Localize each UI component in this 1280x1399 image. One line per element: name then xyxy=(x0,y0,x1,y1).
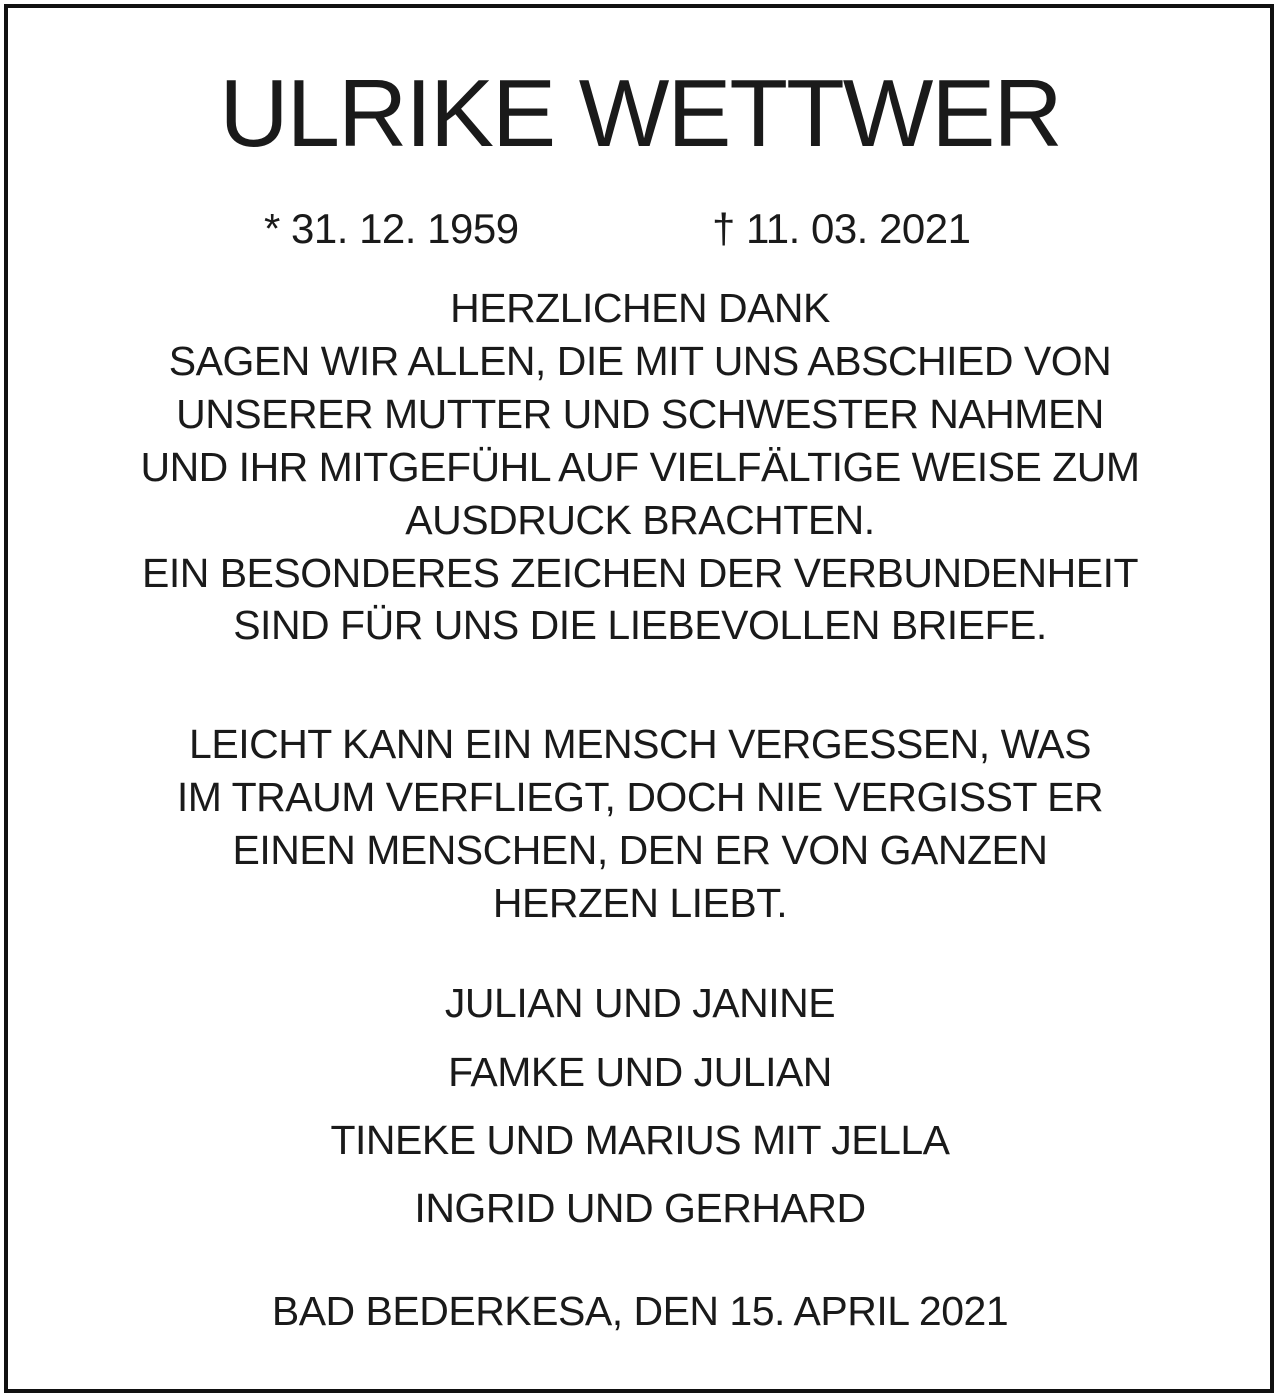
quote-line: IM TRAUM VERFLIEGT, DOCH NIE VERGISST ER xyxy=(176,774,1104,820)
mourner-line: TINEKE UND MARIUS MIT JELLA xyxy=(330,1117,950,1163)
birth-date: * 31. 12. 1959 xyxy=(264,205,519,252)
mourner-line: FAMKE UND JULIAN xyxy=(448,1049,832,1095)
thanks-line: UND IHR MITGEFÜHL AUF VIELFÄLTIGE WEISE ZUM xyxy=(140,444,1140,490)
thanks-line: EIN BESONDERES ZEICHEN DER VERBUNDENHEIT xyxy=(141,550,1139,596)
death-date: † 11. 03. 2021 xyxy=(712,205,971,252)
thanks-line: SIND FÜR UNS DIE LIEBEVOLLEN BRIEFE. xyxy=(233,602,1047,648)
mourner-line: JULIAN UND JANINE xyxy=(444,980,836,1026)
place-and-date: BAD BEDERKESA, DEN 15. APRIL 2021 xyxy=(271,1288,1009,1334)
thanks-line: HERZLICHEN DANK xyxy=(450,285,830,331)
thanks-line: UNSERER MUTTER UND SCHWESTER NAHMEN xyxy=(176,391,1104,437)
thanks-line: AUSDRUCK BRACHTEN. xyxy=(405,497,875,543)
life-dates xyxy=(0,204,1280,254)
quote-line: EINEN MENSCHEN, DEN ER VON GANZEN xyxy=(232,827,1048,873)
deceased-name: ULRIKE WETTWER xyxy=(219,60,1061,167)
quote-line: LEICHT KANN EIN MENSCH VERGESSEN, WAS xyxy=(189,721,1091,767)
mourner-line: INGRID UND GERHARD xyxy=(414,1185,866,1231)
thanks-line: SAGEN WIR ALLEN, DIE MIT UNS ABSCHIED VON xyxy=(168,338,1112,384)
quote-line: HERZEN LIEBT. xyxy=(492,880,788,926)
